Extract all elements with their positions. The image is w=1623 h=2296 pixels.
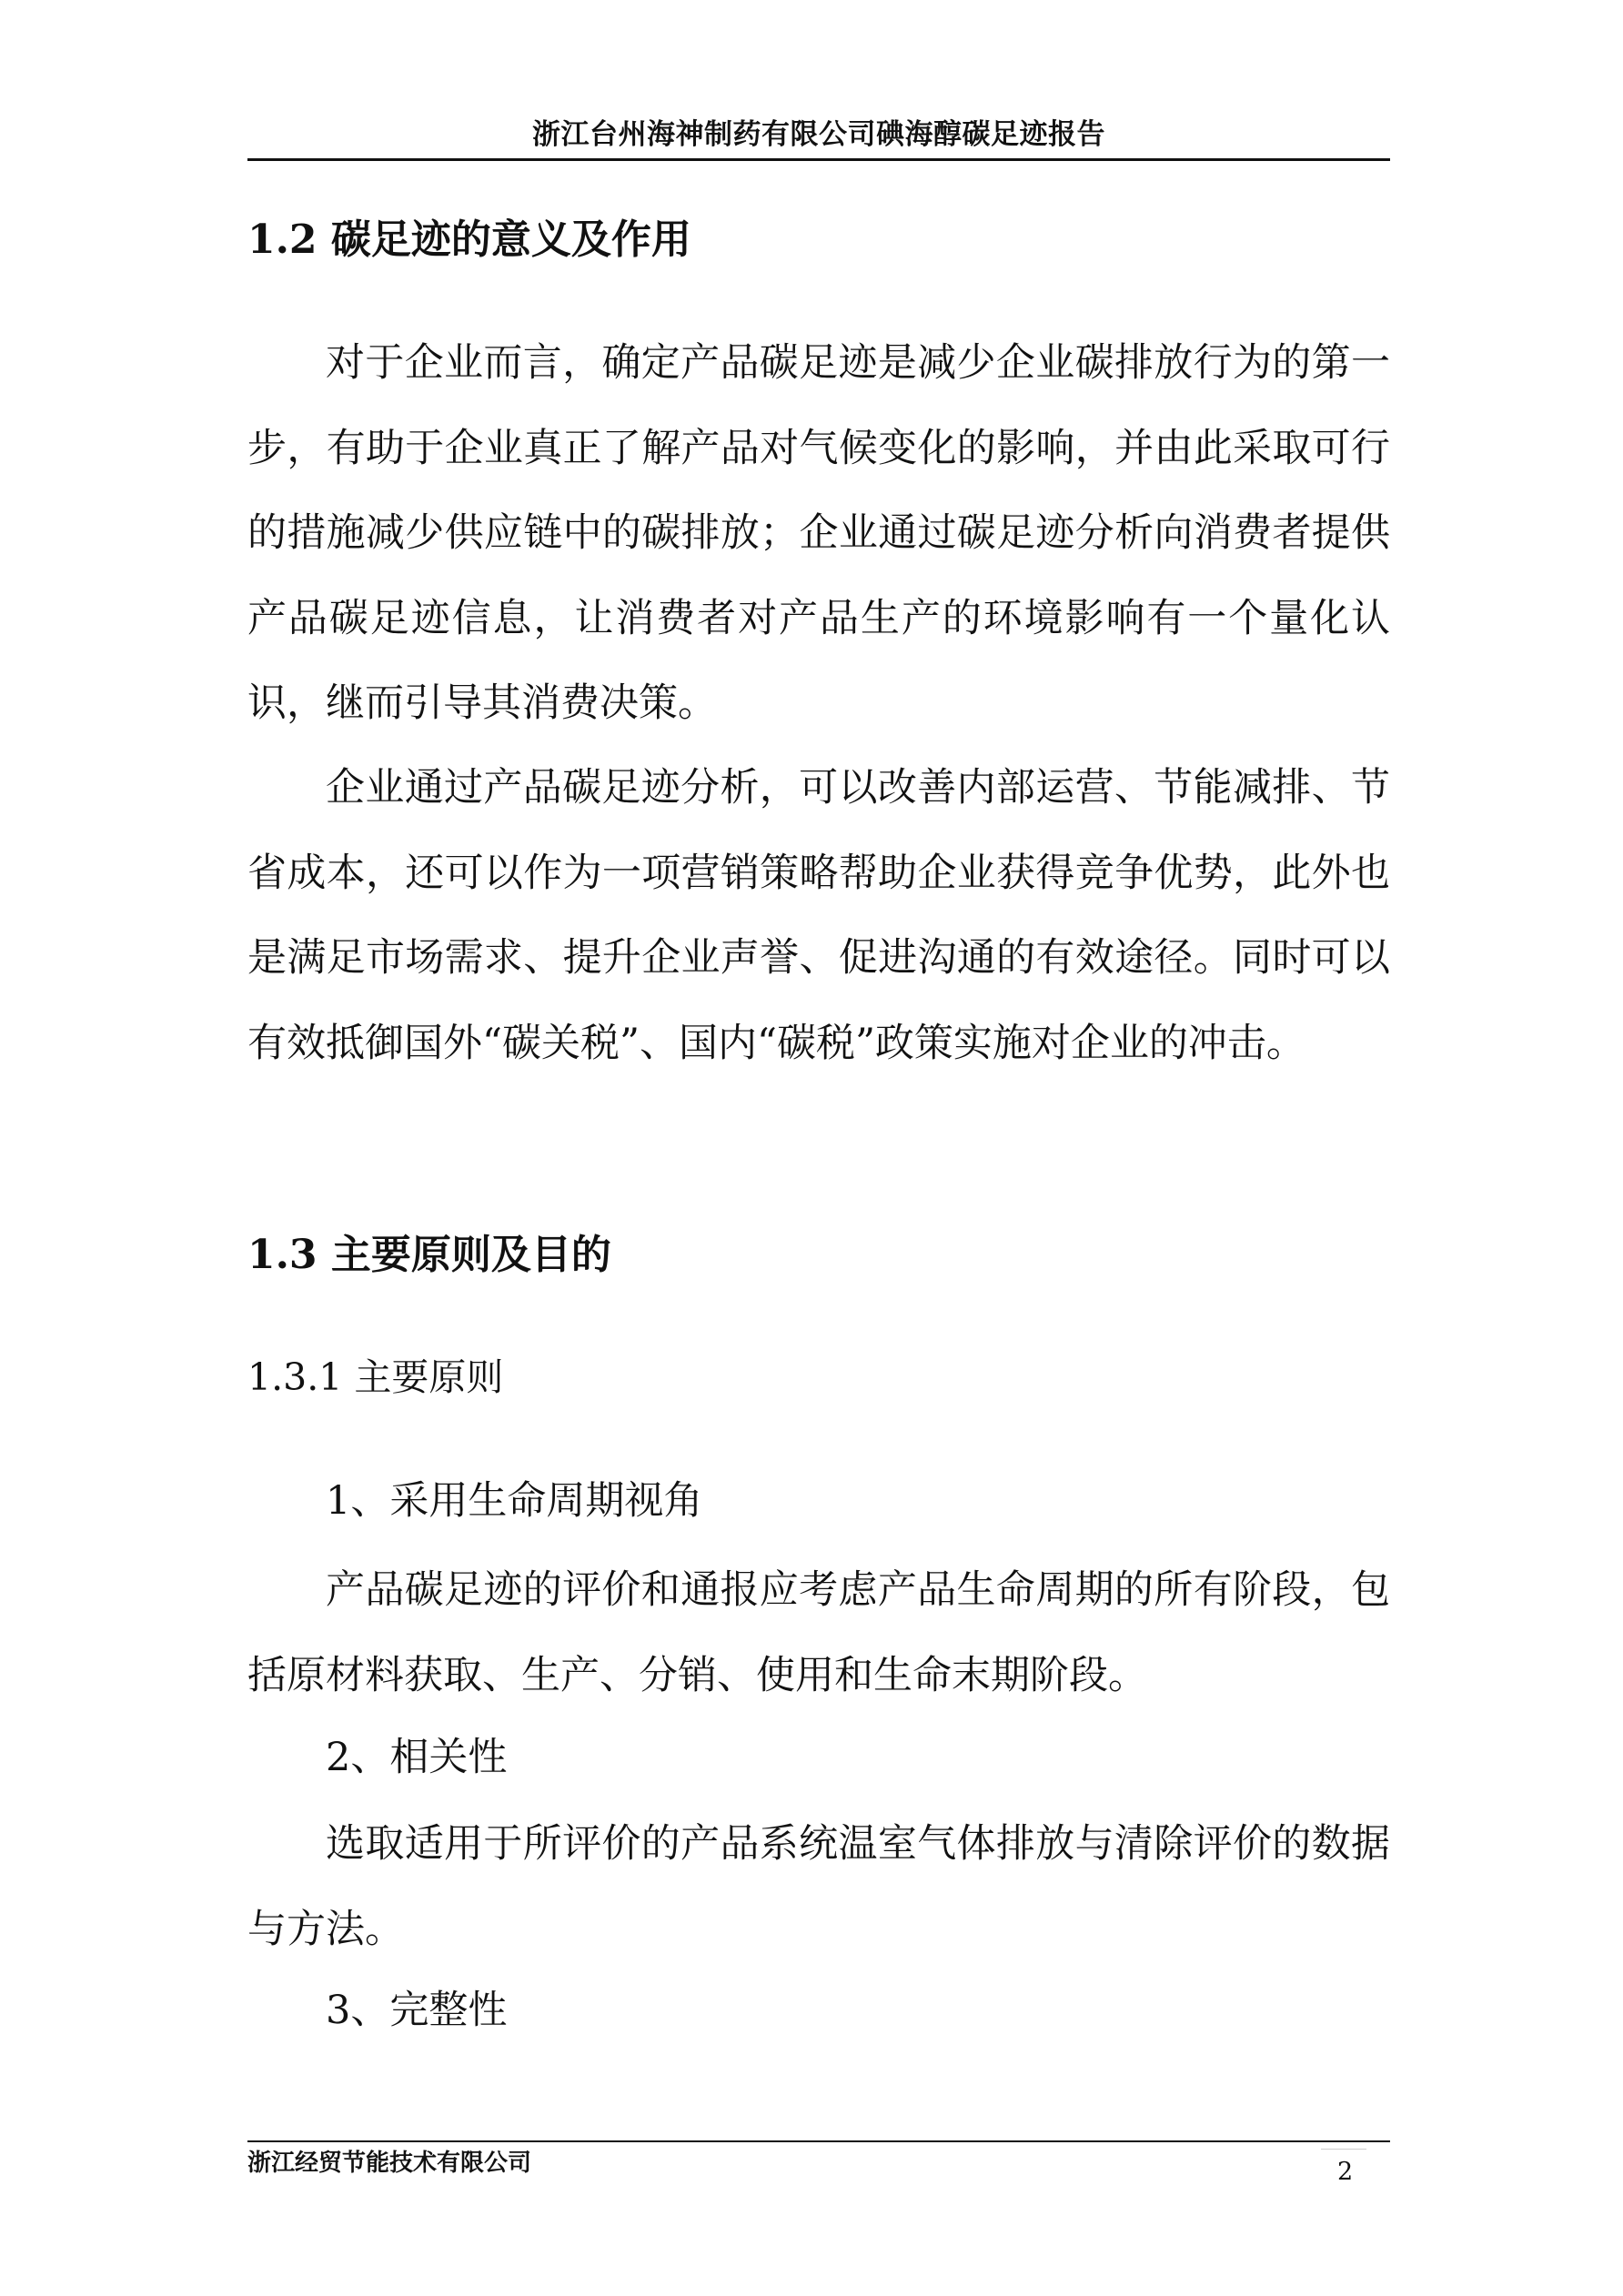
paragraph-significance: 对于企业而言，确定产品碳足迹是减少企业碳排放行为的第一步，有助于企业真正了解产品对气候变化的影响，并由此采取可行的措施减少供应链中的碳排放；企业通过碳足迹分析向消费者提供产品碳足迹信息，让消费者对产品生产的环境影响有一个量化认识，继而引导其消费决策。 — [247, 340, 1390, 726]
page-header — [247, 111, 1390, 161]
principle-body-2: 选取适用于所评价的产品系统温室气体排放与清除评价的数据与方法。 — [247, 1821, 1390, 1952]
subsection-heading-1-3-1: 1.3.1 主要原则 — [247, 1355, 504, 1399]
paragraph-benefits: 企业通过产品碳足迹分析，可以改善内部运营、节能减排、节省成本，还可以作为一项营销策略帮助企业获得竞争优势，此外也是满足市场需求、提升企业声誉、促进沟通的有效途径。同时可以有效抵御国外“碳关税”、国内“碳税”政策实施对企业的冲击。 — [247, 765, 1390, 1066]
principle-title-3: 3、完整性 — [326, 1988, 508, 2033]
page-number: 2 — [1337, 2158, 1354, 2186]
principle-body-1: 产品碳足迹的评价和通报应考虑产品生命周期的所有阶段，包括原材料获取、生产、分销、使用和生命末期阶段。 — [247, 1567, 1390, 1698]
section-heading-1-3: 1.3 主要原则及目的 — [247, 1232, 611, 1278]
principle-title-1: 1、采用生命周期视角 — [326, 1478, 703, 1524]
principle-title-2: 2、相关性 — [326, 1735, 508, 1780]
footer-company: 浙江经贸节能技术有限公司 — [247, 2150, 532, 2177]
page-number-divider — [1321, 2149, 1366, 2150]
section-heading-1-2: 1.2 碳足迹的意义及作用 — [247, 217, 691, 263]
footer-divider — [247, 2140, 1390, 2142]
header-title: 浙江台州海神制药有限公司碘海醇碳足迹报告 — [532, 118, 1105, 151]
